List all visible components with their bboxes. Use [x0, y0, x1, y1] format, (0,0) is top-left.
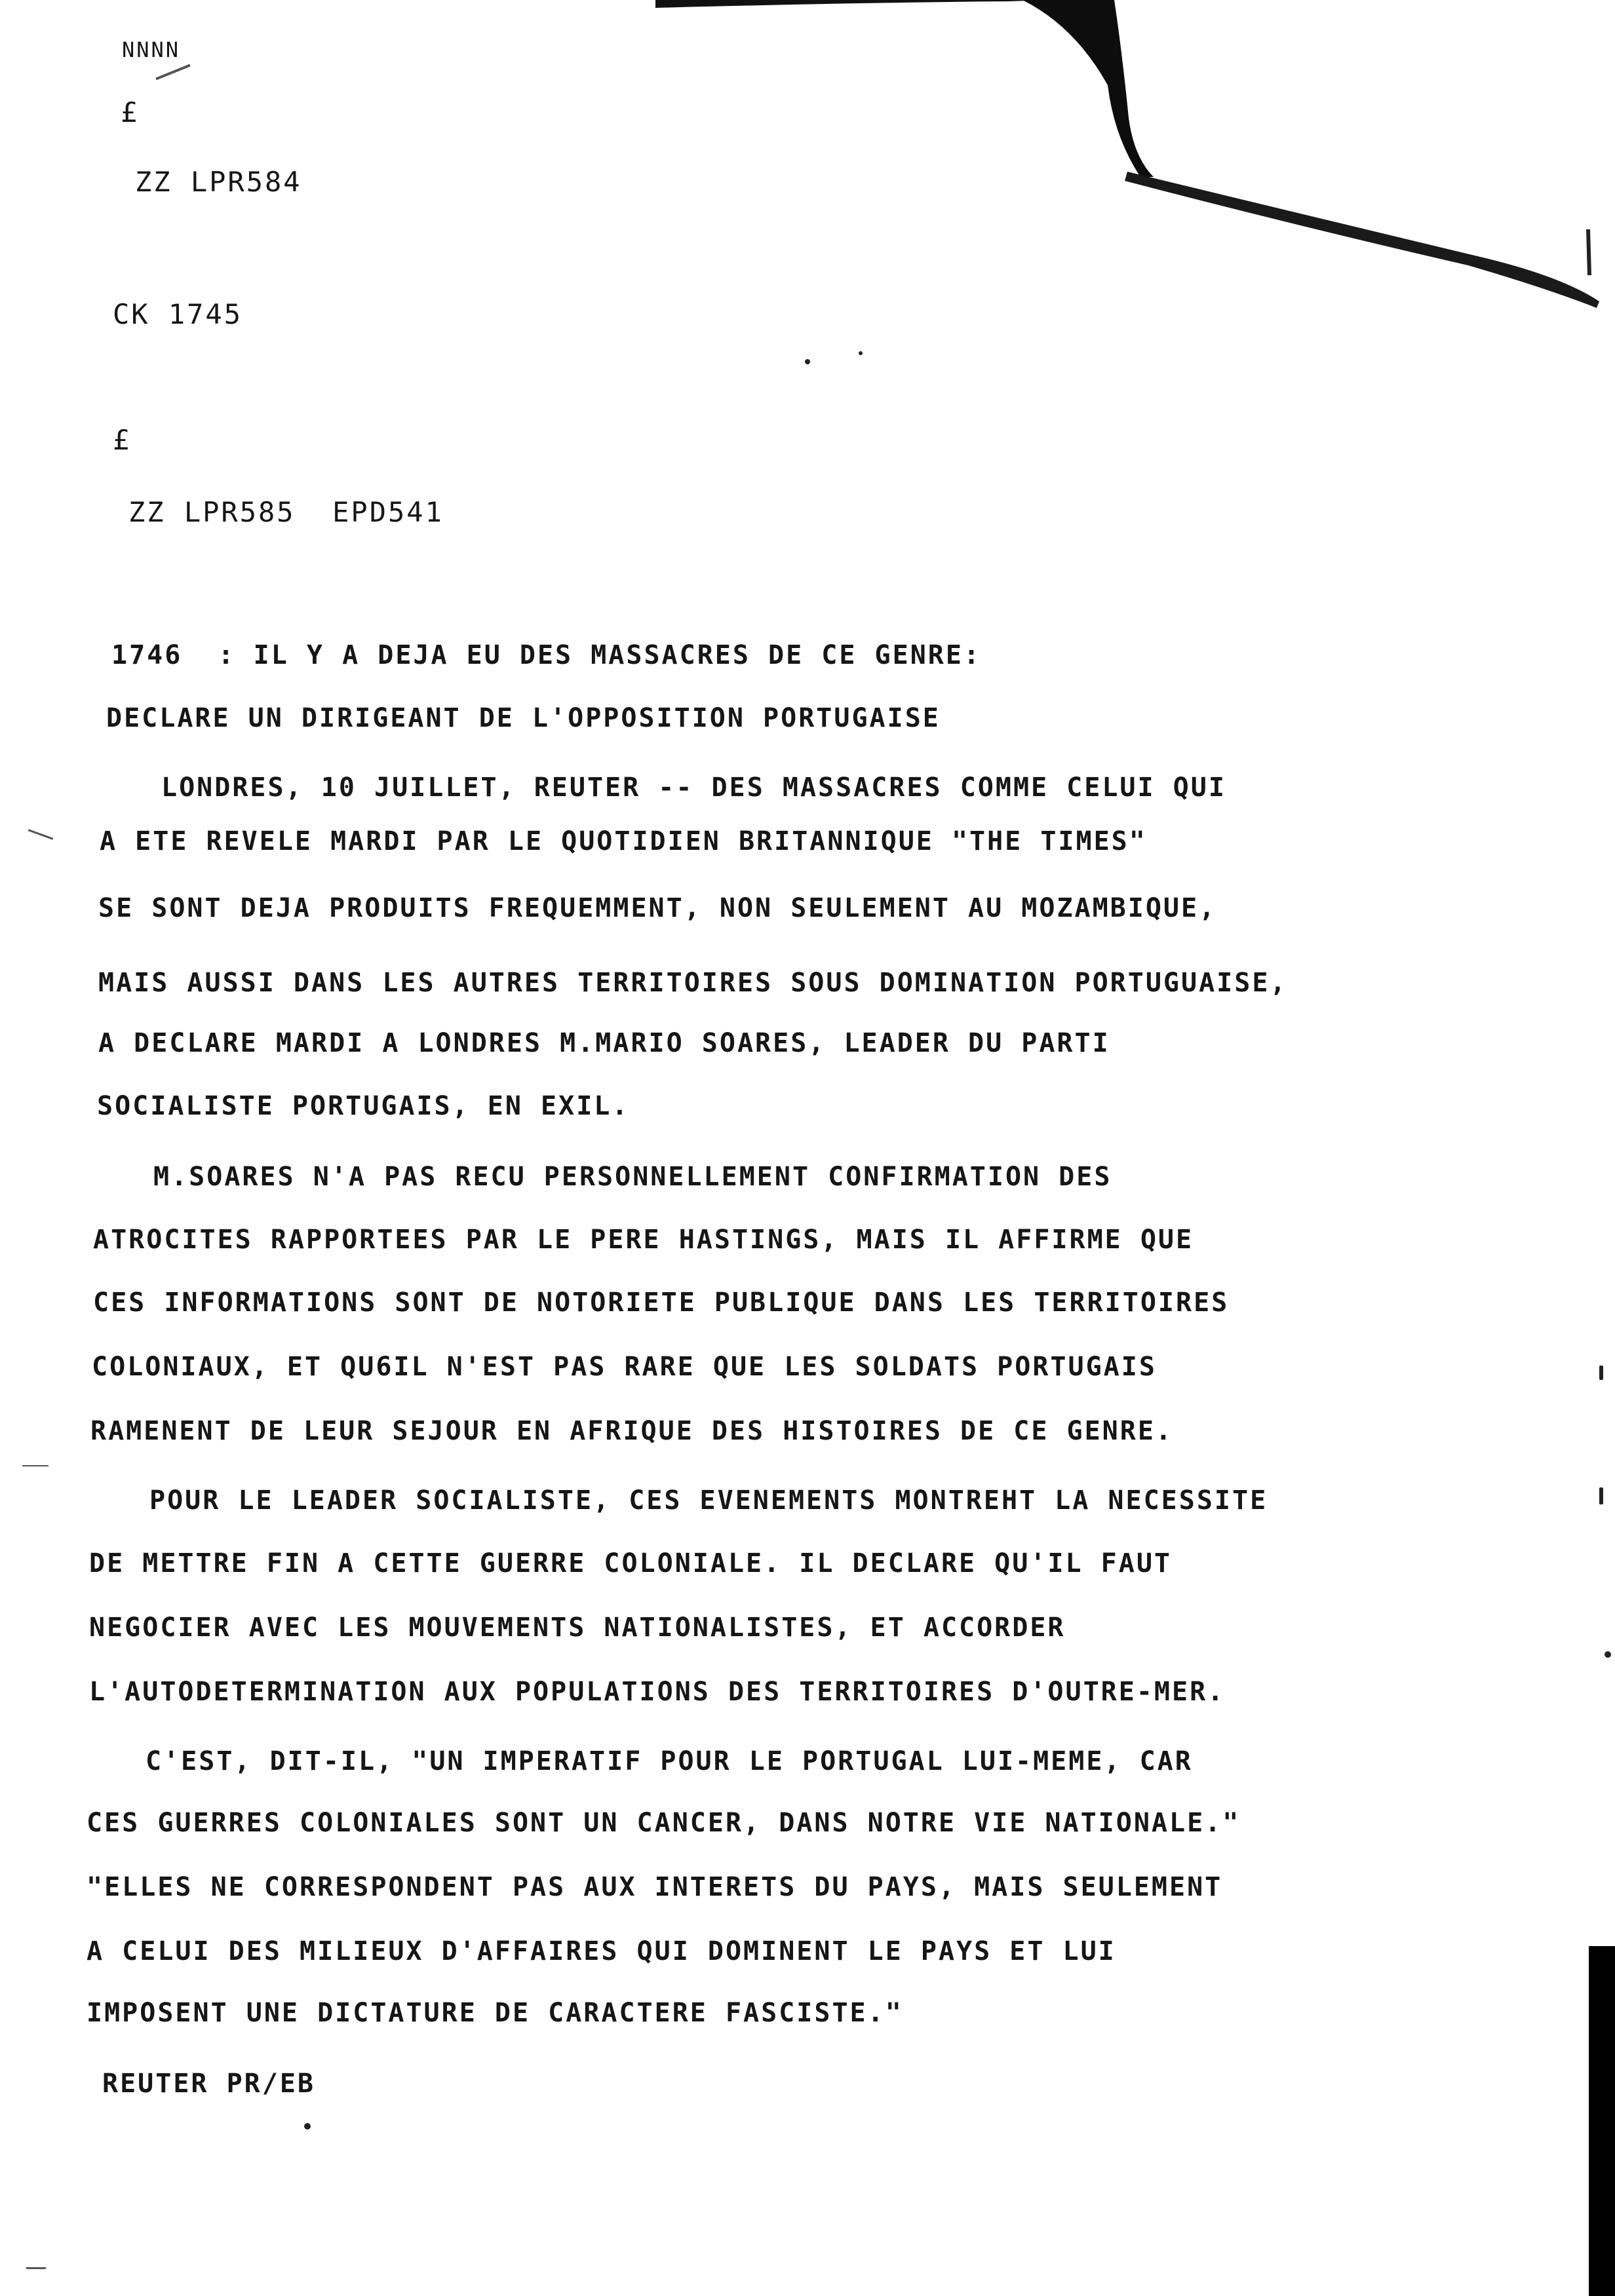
scan-speck: [805, 359, 810, 364]
scan-mark: [155, 64, 190, 81]
body-line: MAIS AUSSI DANS LES AUTRES TERRITOIRES SOUS DOMINATION PORTUGUAISE,: [98, 968, 1288, 998]
body-line: RAMENENT DE LEUR SEJOUR EN AFRIQUE DES HISTOIRES DE CE GENRE.: [90, 1416, 1174, 1446]
scan-speck: [1599, 1487, 1603, 1504]
telex-header-ck: CK 1745: [113, 298, 243, 330]
telex-header-ref: ZZ LPR585 EPD541: [128, 496, 444, 528]
body-line: A ETE REVELE MARDI PAR LE QUOTIDIEN BRITANNIQUE "THE TIMES": [100, 826, 1147, 856]
telex-header-pound: £: [121, 96, 140, 128]
scan-mark: [26, 2267, 46, 2269]
body-line: SE SONT DEJA PRODUITS FREQUEMMENT, NON SEULEMENT AU MOZAMBIQUE,: [98, 893, 1217, 923]
body-line: M.SOARES N'A PAS RECU PERSONNELLEMENT CONFIRMATION DES: [153, 1162, 1112, 1192]
body-line: "ELLES NE CORRESPONDENT PAS AUX INTERETS DU PAYS, MAIS SEULEMENT: [87, 1872, 1223, 1902]
body-line: DE METTRE FIN A CETTE GUERRE COLONIALE. IL DECLARE QU'IL FAUT: [89, 1548, 1173, 1578]
body-line: L'AUTODETERMINATION AUX POPULATIONS DES TERRITOIRES D'OUTRE-MER.: [89, 1677, 1226, 1707]
body-line: A DECLARE MARDI A LONDRES M.MARIO SOARES, LEADER DU PARTI: [98, 1028, 1110, 1058]
scan-speck: [1599, 1366, 1603, 1380]
body-line: ATROCITES RAPPORTEES PAR LE PERE HASTINGS, MAIS IL AFFIRME QUE: [93, 1225, 1194, 1255]
scan-edge-bar: [1589, 1946, 1615, 2296]
scan-mark: [28, 829, 54, 840]
body-line: SOCIALISTE PORTUGAIS, EN EXIL.: [97, 1091, 630, 1121]
body-line: IMPOSENT UNE DICTATURE DE CARACTERE FASCISTE.": [87, 1998, 903, 2028]
body-line: LONDRES, 10 JUILLET, REUTER -- DES MASSACRES COMME CELUI QUI: [161, 773, 1226, 803]
telex-header-nnnn: NNNN: [122, 37, 181, 62]
subheadline: DECLARE UN DIRIGEANT DE L'OPPOSITION PORTUGAISE: [106, 703, 941, 733]
body-line: NEGOCIER AVEC LES MOUVEMENTS NATIONALISTES, ET ACCORDER: [89, 1613, 1066, 1643]
scan-speck: [304, 2123, 311, 2130]
headline: 1746 : IL Y A DEJA EU DES MASSACRES DE CE GENRE:: [111, 640, 982, 670]
scan-speck: [1605, 1651, 1611, 1658]
scan-speck: [859, 351, 863, 355]
folded-corner-shadow: [655, 0, 1615, 315]
body-line: C'EST, DIT-IL, "UN IMPERATIF POUR LE PORTUGAL LUI-MEME, CAR: [146, 1746, 1193, 1776]
telex-header-pound: £: [113, 424, 132, 456]
body-line: A CELUI DES MILIEUX D'AFFAIRES QUI DOMINENT LE PAYS ET LUI: [87, 1936, 1116, 1966]
scan-mark: [22, 1465, 49, 1466]
body-line: CES GUERRES COLONIALES SONT UN CANCER, DANS NOTRE VIE NATIONALE.": [87, 1808, 1241, 1838]
body-line: CES INFORMATIONS SONT DE NOTORIETE PUBLIQUE DANS LES TERRITOIRES: [93, 1288, 1230, 1318]
signature: REUTER PR/EB: [102, 2069, 315, 2099]
body-line: COLONIAUX, ET QU6IL N'EST PAS RARE QUE LES SOLDATS PORTUGAIS: [92, 1352, 1157, 1382]
telex-header-ref: ZZ LPR584: [135, 166, 302, 198]
body-line: POUR LE LEADER SOCIALISTE, CES EVENEMENTS MONTREHT LA NECESSITE: [149, 1485, 1268, 1516]
